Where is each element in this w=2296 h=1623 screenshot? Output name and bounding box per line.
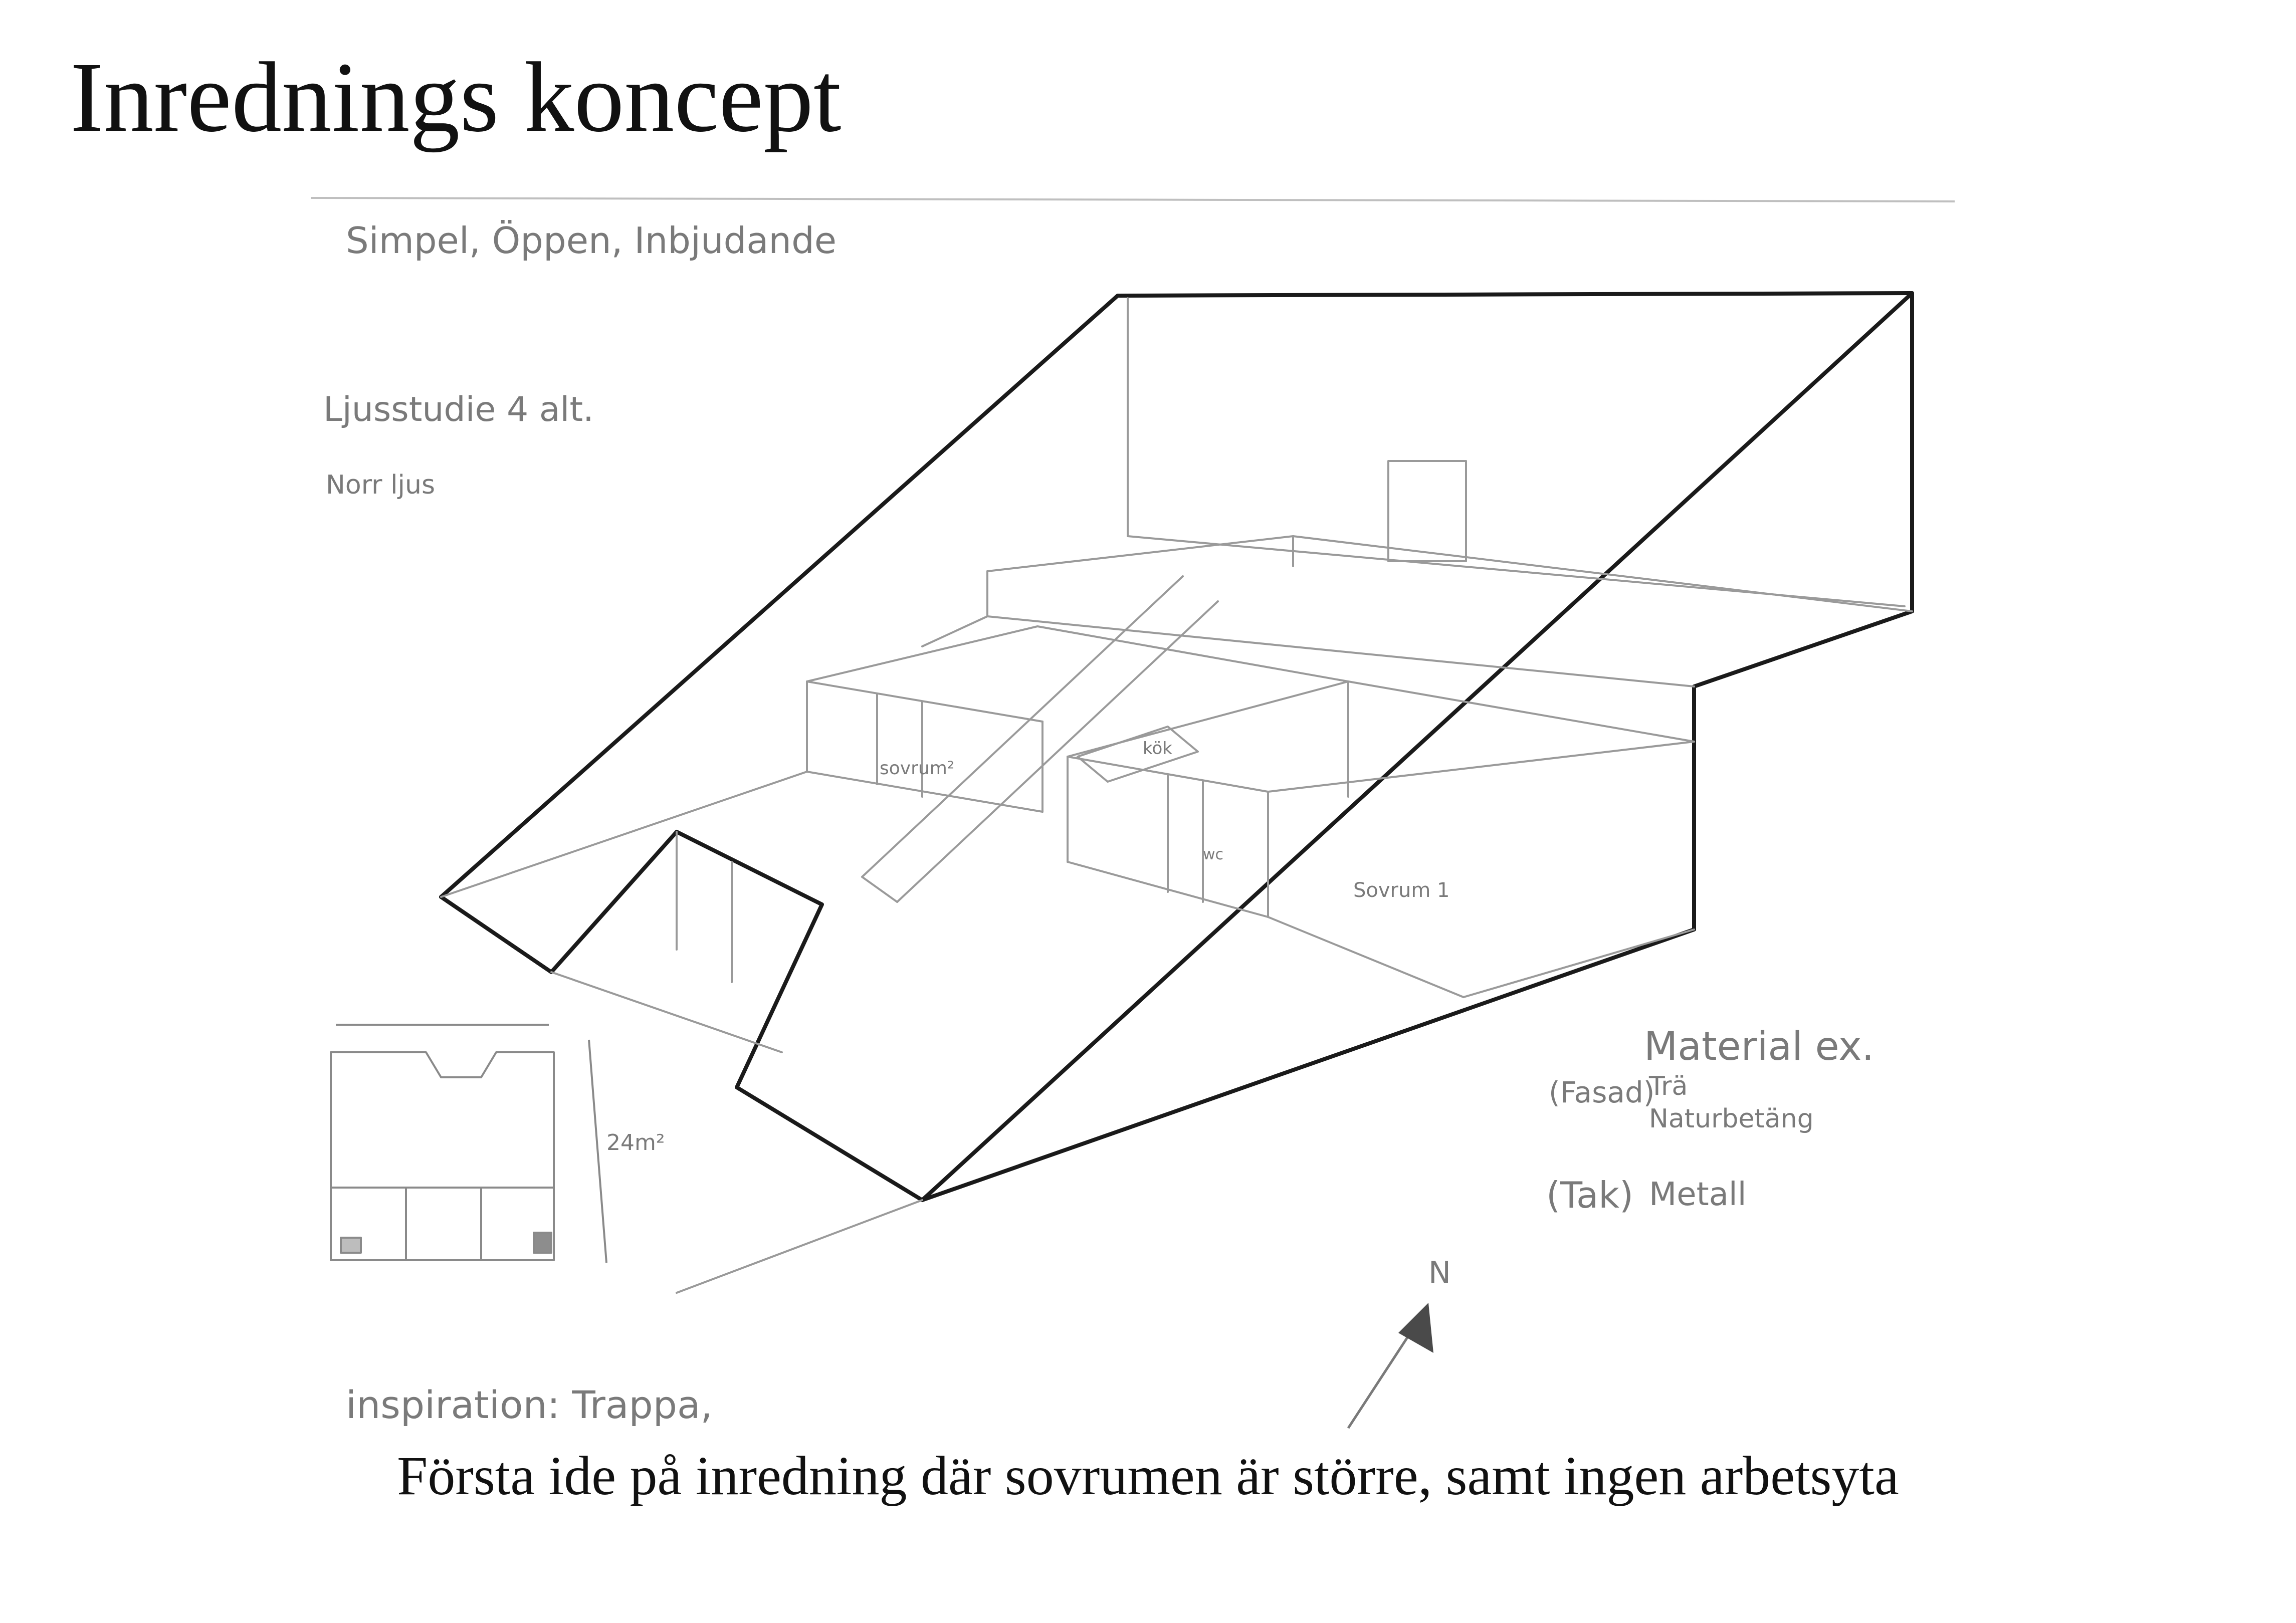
- north-arrow-icon: [1348, 1255, 1451, 1428]
- material-heading: Material ex.: [1644, 1024, 1874, 1069]
- room-label-bedroom-2: sovrum²: [880, 758, 955, 779]
- light-study-note: Ljusstudie 4 alt.: [323, 390, 594, 429]
- inspiration-note: inspiration: Trappa,: [346, 1382, 713, 1427]
- facade-material-1: Trä: [1649, 1071, 1688, 1101]
- room-label-bedroom-1: Sovrum 1: [1353, 879, 1450, 902]
- facade-label: (Fasad): [1549, 1075, 1655, 1109]
- paper-edge-line: [311, 198, 1955, 201]
- plan-dimension: 24m²: [606, 1130, 665, 1155]
- north-arrow-label: N: [1428, 1255, 1451, 1290]
- floor-plan-sketch: [331, 1025, 606, 1263]
- room-label-wc: wc: [1203, 846, 1224, 863]
- facade-material-2: Naturbetäng: [1649, 1104, 1814, 1134]
- roof-material: Metall: [1649, 1176, 1747, 1213]
- north-light-note: Norr ljus: [326, 470, 436, 500]
- concept-note: Simpel, Öppen, Inbjudande: [346, 219, 837, 262]
- caption: Första ide på inredning där sovrumen är större, samt ingen arbetsyta: [397, 1445, 1899, 1506]
- roof-label: (Tak): [1546, 1174, 1634, 1216]
- page-title: Inrednings koncept: [70, 42, 842, 153]
- room-label-kitchen: kök: [1143, 739, 1172, 759]
